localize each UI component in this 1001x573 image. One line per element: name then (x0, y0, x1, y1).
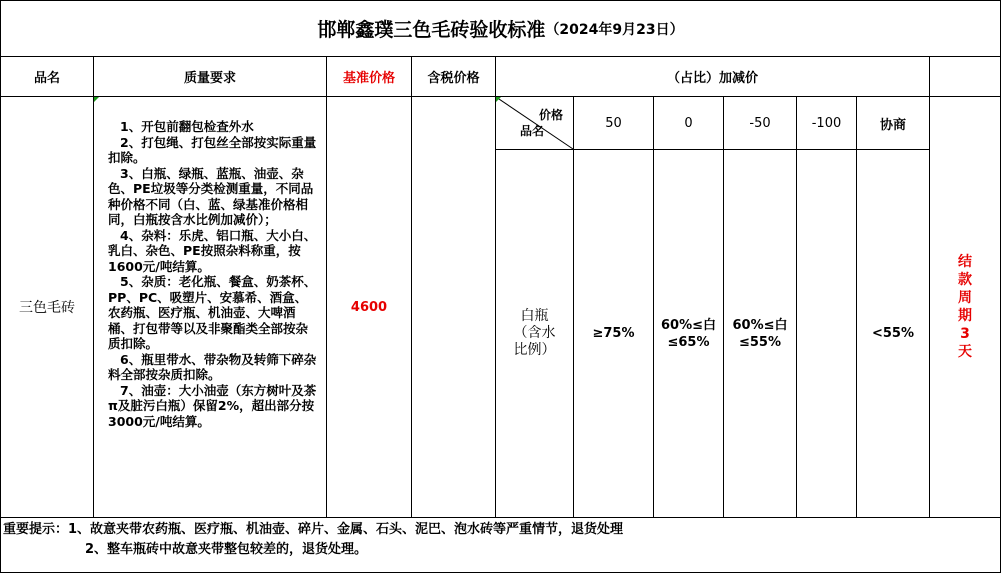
product-name: 三色毛砖 (1, 97, 94, 518)
settlement-char: 天 (958, 344, 972, 360)
title-main: 邯郸鑫璞三色毛砖验收标准 (317, 19, 546, 41)
quality-requirements (94, 97, 327, 518)
range-minus50: 60%≤白≤55% (724, 150, 797, 518)
header-product: 品名 (1, 57, 94, 97)
settlement-char: 款 (958, 272, 972, 288)
comment-marker-icon (94, 97, 99, 102)
range-50: ≥75% (574, 150, 654, 518)
adjust-col-minus100: -100 (797, 97, 857, 150)
header-base-price: 基准价格 (327, 57, 412, 97)
comment-marker-icon (496, 97, 501, 102)
note-line-2: 2、整车瓶砖中故意夹带整包较差的，退货处理。 (85, 542, 368, 557)
note-line-1: 重要提示：1、故意夹带农药瓶、医疗瓶、机油壶、碎片、金属、石头、泥巴、泡水砖等严重情节，退货处理 (3, 522, 624, 537)
sub-item-white-bottle: 白瓶（含水比例） (496, 150, 574, 518)
requirement-item: 4、杂料：乐虎、铝口瓶、大小白、乳白、杂色、PE按照杂料称重，按1600元/吨结算。 (108, 227, 317, 274)
requirement-item: 2、打包绳、打包丝全部按实际重量扣除。 (108, 134, 317, 165)
requirement-item: 1、开包前翻包检查外水 (120, 119, 254, 134)
settlement-char: 周 (958, 290, 972, 306)
adjust-col-0: 0 (654, 97, 724, 150)
requirement-item: 6、瓶里带水、带杂物及转筛下碎杂料全部按杂质扣除。 (108, 351, 317, 382)
adjust-col-50: 50 (574, 97, 654, 150)
tax-price-value (412, 97, 496, 518)
adjust-col-negotiate: 协商 (857, 97, 930, 150)
range-negotiate: <55% (857, 150, 930, 518)
important-notes (0, 518, 1001, 573)
requirement-item: 3、白瓶、绿瓶、蓝瓶、油壶、杂色、PE垃圾等分类检测重量，不同品种价格不同（白、蓝、绿基准价格相同，白瓶按含水比例加减价）； (108, 165, 314, 227)
sheet-title (1, 1, 1001, 57)
header-blank (930, 57, 1001, 97)
requirements-list (108, 119, 318, 429)
requirement-item: 5、杂质：老化瓶、餐盒、奶茶杯、PP、PC、吸塑片、安慕希、酒盒、农药瓶、医疗瓶、机油壶、大啤酒桶、打包带等以及非聚酯类全部按杂质扣除。 (108, 274, 317, 351)
adjust-col-minus50: -50 (724, 97, 797, 150)
settlement-char: 3 (960, 326, 970, 342)
header-tax-price: 含税价格 (412, 57, 496, 97)
header-adjust: （占比）加减价 (496, 57, 930, 97)
title-date: （2024年9月23日） (545, 21, 684, 38)
diagonal-label-product: 品名 (520, 124, 545, 138)
range-0: 60%≤白≤65% (654, 150, 724, 518)
range-minus100 (797, 150, 857, 518)
requirement-item: 7、油壶：大小油壶（东方树叶及茶π及脏污白瓶）保留2%，超出部分按3000元/吨结算。 (108, 382, 317, 429)
settlement-char: 结 (958, 254, 972, 270)
settlement-char: 期 (958, 308, 972, 324)
header-quality: 质量要求 (94, 57, 327, 97)
settlement-term (930, 97, 1001, 518)
base-price-value: 4600 (327, 97, 412, 518)
diagonal-header-cell (496, 97, 574, 150)
diagonal-label-price: 价格 (538, 108, 563, 122)
